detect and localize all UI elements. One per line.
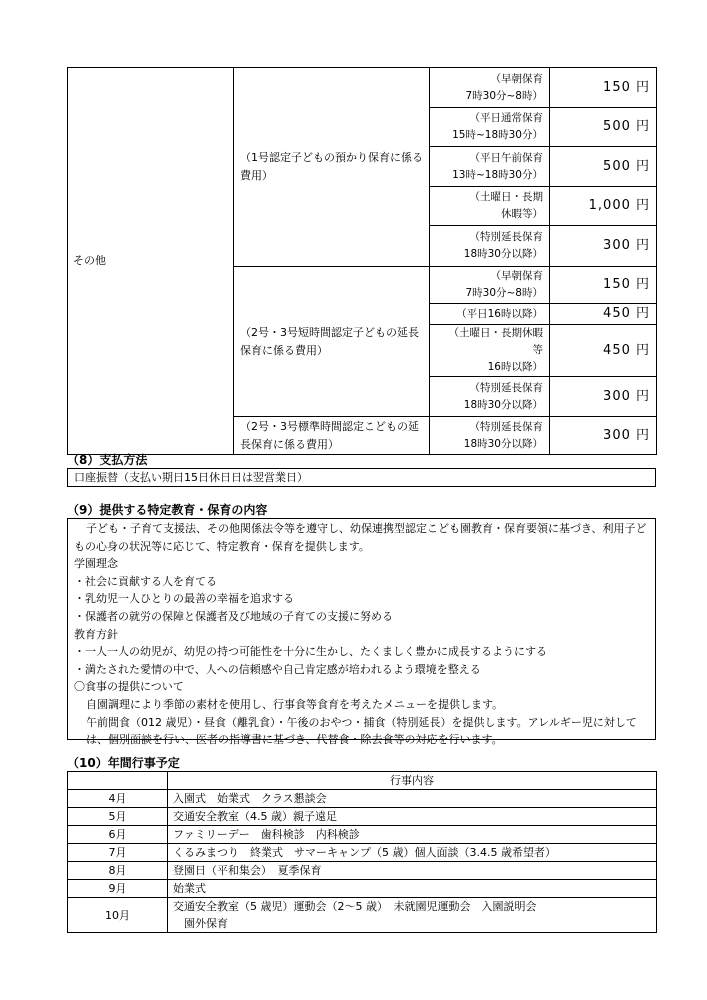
fee-group-cell (234, 267, 430, 417)
fee-type-cell (430, 377, 550, 417)
event-month: 6月 (68, 826, 168, 844)
fee-type: （早朝保育 7時30分~8時） (465, 72, 543, 102)
fee-table (67, 67, 657, 455)
meal-title: 〇食事の提供について (74, 680, 184, 694)
payment-box (67, 468, 656, 487)
fee-type-cell (430, 304, 550, 325)
fee-type-cell (430, 417, 550, 455)
event-row (68, 826, 657, 844)
fee-type-cell (430, 108, 550, 147)
fee-type: （土曜日・長期休暇等 16時以降） (448, 327, 543, 373)
fee-amount: 500 円 (550, 147, 657, 187)
policy-title: 教育方針 (74, 627, 118, 641)
fee-amount: 300 円 (550, 377, 657, 417)
fee-group-label: （2号・3号短時間認定子どもの延長保育に係る費用） (240, 325, 419, 357)
event-month: 9月 (68, 880, 168, 898)
meal-line: 自園調理により季節の素材を使用し、行事食等食育を考えたメニューを提供します。 (86, 697, 504, 711)
event-month: 5月 (68, 808, 168, 826)
events-header-row (68, 772, 657, 790)
fee-category: その他 (73, 254, 106, 267)
events-heading: （10）年間行事予定 (67, 756, 180, 770)
fee-type: （平日通常保育 15時~18時30分） (452, 112, 543, 141)
meal-line: 午前間食（012 歳児）・昼食（離乳食）・午後のおやつ・捕食（特別延長）を提供します。アレルギー児に対しては、個別面談を行い、医者の指導書に基づき、代替食・除去食等の対応を行います。 (86, 715, 637, 747)
fee-amount: 300 円 (550, 226, 657, 267)
fee-group-cell (234, 417, 430, 455)
fee-type: （早朝保育 7時30分~8時） (465, 270, 543, 299)
philosophy-title: 学園理念 (74, 557, 118, 571)
fee-type-cell (430, 325, 550, 377)
events-table (67, 771, 657, 933)
event-month: 7月 (68, 844, 168, 862)
event-row (68, 862, 657, 880)
event-content: 登園日（平和集会） 夏季保育 (168, 862, 657, 880)
fee-amount: 1,000 円 (550, 187, 657, 226)
fee-type: （平日16時以降） (456, 307, 543, 320)
event-content: 入園式 始業式 クラス懇談会 (168, 790, 657, 808)
event-month: 4月 (68, 790, 168, 808)
event-content: 始業式 (168, 880, 657, 898)
payment-text: 口座振替（支払い期日15日休日日は翌営業日） (74, 471, 308, 484)
philosophy-item: ・社会に貢献する人を育てる (74, 574, 217, 588)
fee-amount: 500 円 (550, 108, 657, 147)
fee-group-label: （2号・3号標準時間認定こどもの延長保育に係る費用） (240, 419, 419, 451)
fee-type: （土曜日・長期 休暇等） (469, 191, 543, 220)
education-box (67, 518, 656, 747)
philosophy-item: ・乳幼児一人ひとりの最善の幸福を追求する (74, 592, 294, 606)
education-heading: （9）提供する特定教育・保育の内容 (67, 503, 268, 517)
fee-type-cell (430, 187, 550, 226)
fee-amount: 450 円 (550, 304, 657, 325)
fee-amount: 150 円 (550, 68, 657, 108)
events-header-blank (68, 772, 168, 790)
policy-item: ・満たされた愛情の中で、人への信頼感や自己肯定感が培われるよう環境を整える (74, 662, 481, 676)
event-month: 8月 (68, 862, 168, 880)
fee-category-cell (68, 68, 234, 455)
event-content: 交通安全教室（5 歳児）運動会（2～5 歳） 未就園児運動会 入園説明会 園外保育 (168, 898, 657, 933)
event-row (68, 898, 657, 933)
event-row (68, 880, 657, 898)
event-content: ファミリーデー 歯科検診 内科検診 (168, 826, 657, 844)
fee-group-label: （1号認定子どもの預かり保育に係る費用） (240, 151, 423, 182)
fee-type-cell (430, 226, 550, 267)
fee-group-cell (234, 68, 430, 267)
event-content: 交通安全教室（4.5 歳）親子遠足 (168, 808, 657, 826)
fee-type-cell (430, 267, 550, 304)
event-row (68, 790, 657, 808)
fee-type-cell (430, 147, 550, 187)
event-content: くるみまつり 終業式 サマーキャンプ（5 歳）個人面談（3.4.5 歳希望者） (168, 844, 657, 862)
payment-heading: （8）支払方法 (67, 453, 148, 467)
fee-type: （特別延長保育 18時30分以降） (463, 381, 543, 411)
fee-type: （特別延長保育 18時30分以降） (463, 231, 543, 260)
fee-type: （平日午前保育 13時~18時30分） (452, 151, 543, 181)
fee-row (68, 68, 657, 108)
policy-item: ・一人一人の幼児が、幼児の持つ可能性を十分に生かし、たくましく豊かに成長するようにする (74, 645, 547, 659)
fee-amount: 150 円 (550, 267, 657, 304)
fee-type-cell (430, 68, 550, 108)
events-column-header: 行事内容 (168, 772, 657, 790)
fee-type: （特別延長保育 18時30分以降） (463, 420, 543, 450)
fee-amount: 450 円 (550, 325, 657, 377)
event-row (68, 844, 657, 862)
fee-amount: 300 円 (550, 417, 657, 455)
philosophy-item: ・保護者の就労の保障と保護者及び地域の子育ての支援に努める (74, 609, 393, 623)
event-month: 10月 (68, 898, 168, 933)
event-row (68, 808, 657, 826)
education-intro: 子ども・子育て支援法、その他関係法令等を遵守し、幼保連携型認定こども園教育・保育要領に基づき、利用子どもの心身の状況等に応じて、特定教育・保育を提供します。 (74, 522, 647, 553)
